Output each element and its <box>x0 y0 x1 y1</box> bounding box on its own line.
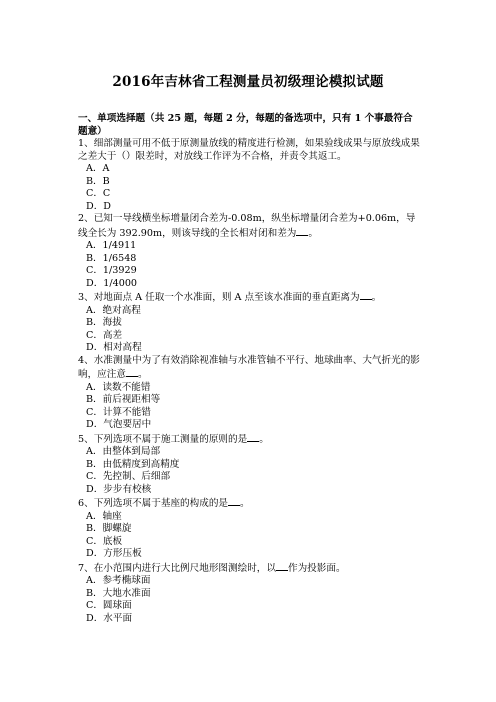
answer-blank <box>296 226 308 236</box>
question-stem <box>78 213 422 240</box>
answer-option: C．C <box>86 188 111 199</box>
option-list <box>78 163 422 213</box>
question-text: 下列选项不属于施工测量的原则的是 <box>93 433 248 445</box>
question-item <box>78 138 422 213</box>
answer-blank <box>126 367 138 377</box>
option-list <box>78 446 422 496</box>
option-list <box>78 382 422 432</box>
document-title: 2016年吉林省工程测量员初级理论模拟试题 <box>112 74 384 90</box>
answer-option: B．1/6548 <box>86 252 137 264</box>
question-stem <box>78 432 422 447</box>
answer-option: B．大地水准面 <box>86 587 151 599</box>
question-text-tail: 作为投影面。 <box>287 562 346 574</box>
question-stem <box>78 290 422 305</box>
answer-option: C．圆球面 <box>86 600 132 611</box>
question-item <box>78 290 422 355</box>
question-text: 水准测量中为了有效消除视准轴与水准管轴不平行、地球曲率、大气折光的影响，应注意 <box>78 354 420 380</box>
answer-option: D．气泡要居中 <box>86 419 152 430</box>
answer-option: C．计算不能错 <box>86 406 151 418</box>
question-item <box>78 561 422 626</box>
answer-blank <box>360 290 372 300</box>
answer-option: D．1/4000 <box>86 277 138 289</box>
question-text-tail: 。 <box>259 433 269 445</box>
question-text: 细部测量可用不低于原测量放线的精度进行检测，如果验线成果与原放线成果之差大于（）限差时，对放线工作评为不合格，并责令其返工。 <box>78 138 420 162</box>
answer-option: D．相对高程 <box>86 342 142 353</box>
question-item <box>78 496 422 561</box>
answer-option: A．A <box>86 163 110 174</box>
answer-option: C．底板 <box>86 535 123 547</box>
answer-option: B．海拔 <box>86 317 122 328</box>
question-number: 4、 <box>78 354 94 366</box>
answer-blank <box>247 432 259 442</box>
option-list <box>78 305 422 355</box>
question-text-tail: 。 <box>308 227 318 239</box>
question-stem <box>78 561 422 576</box>
option-list <box>78 240 422 290</box>
answer-option: A．绝对高程 <box>86 304 141 316</box>
question-text: 在小范围内进行大比例尺地形图测绘时，以 <box>93 562 276 574</box>
answer-option: A．1/4911 <box>86 240 137 251</box>
question-number: 7、 <box>78 562 94 574</box>
option-list <box>78 575 422 625</box>
answer-option: A．读数不能错 <box>86 381 151 393</box>
answer-option: A．轴座 <box>86 510 122 522</box>
answer-option: A．由整体到局部 <box>86 446 161 457</box>
answer-blank <box>276 561 288 571</box>
question-stem <box>78 138 422 163</box>
question-stem <box>78 496 422 511</box>
answer-option: C．1/3929 <box>86 265 137 276</box>
answer-option: D．水平面 <box>86 612 133 624</box>
answer-option: A．参考椭球面 <box>86 575 151 586</box>
option-list <box>78 511 422 561</box>
question-number: 5、 <box>78 433 94 445</box>
answer-option: C．先控制、后细部 <box>86 471 171 482</box>
answer-option: D．方形压板 <box>86 548 142 559</box>
question-text: 对地面点 A 任取一个水准面，则 A 点至该水准面的垂直距离为 <box>93 292 360 303</box>
question-text: 下列选项不属于基座的构成的是 <box>93 498 229 509</box>
answer-option: B．脚螺旋 <box>86 523 132 534</box>
question-item <box>78 432 422 497</box>
question-text-tail: 。 <box>240 498 250 509</box>
question-text-tail: 。 <box>371 292 382 303</box>
answer-blank <box>228 496 240 506</box>
question-text: 已知一导线横坐标增量闭合差为-0.08m，纵坐标增量闭合差为+0.06m，导线全长为 392.90m，则该导线的全长相对闭和差为 <box>78 213 416 239</box>
question-list <box>78 138 422 625</box>
question-item <box>78 355 422 432</box>
question-number: 6、 <box>78 498 94 509</box>
question-number: 3、 <box>78 292 94 303</box>
answer-option: C．高差 <box>86 329 123 341</box>
section-heading: 一、单项选择题（共 25 题，每题 2 分，每题的备选项中，只有 1 个事最符合题意） <box>78 113 413 138</box>
answer-option: B．由低精度到高精度 <box>86 458 180 470</box>
question-item <box>78 213 422 290</box>
question-number: 2、 <box>78 213 94 224</box>
answer-option: D．D <box>86 200 111 212</box>
question-number: 1、 <box>78 138 94 149</box>
answer-option: D．步步有校核 <box>86 483 152 495</box>
answer-option: B．B <box>86 175 110 187</box>
answer-option: B．前后视距相等 <box>86 394 161 405</box>
question-stem <box>78 355 422 382</box>
question-text-tail: 。 <box>137 369 148 380</box>
